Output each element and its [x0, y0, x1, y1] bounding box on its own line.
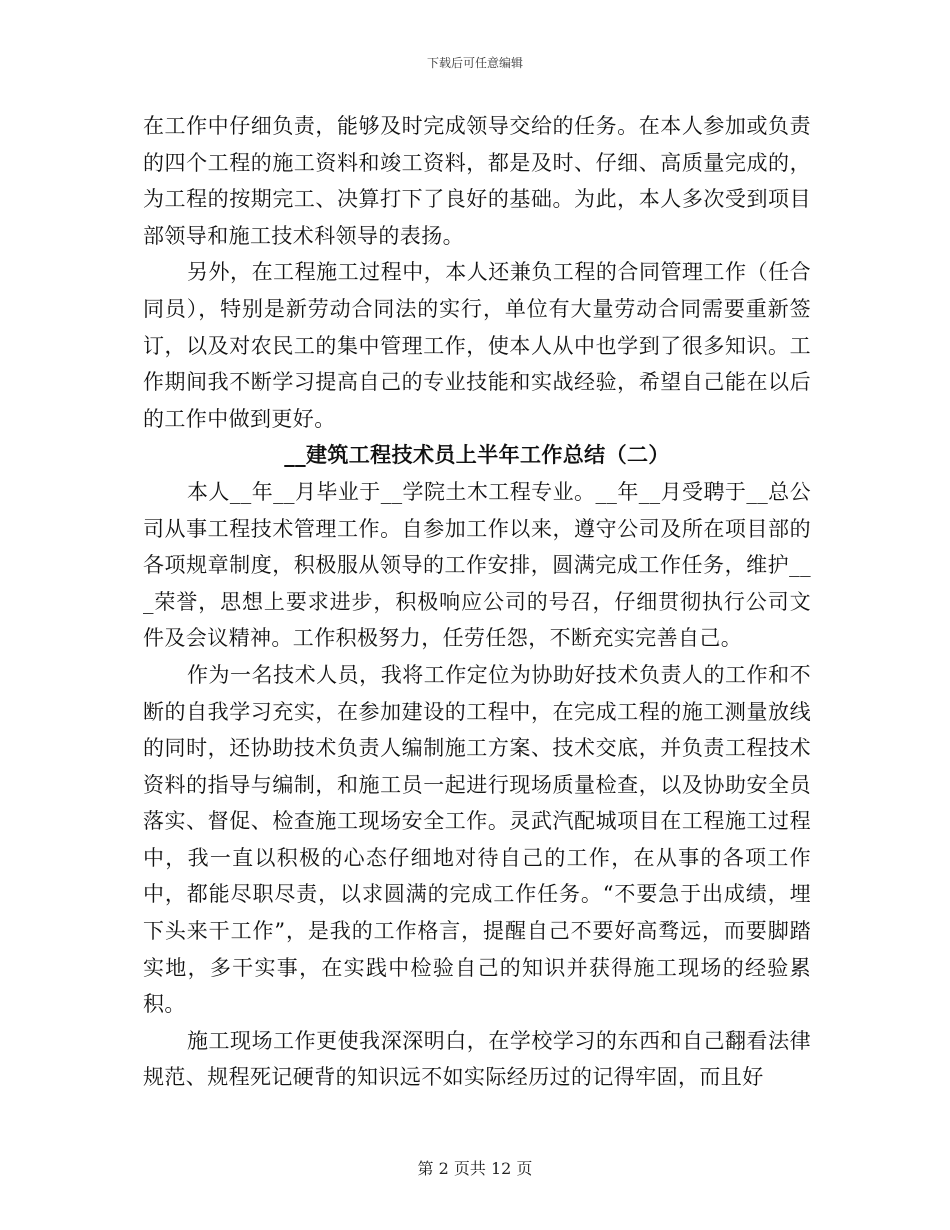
section-title: __建筑工程技术员上半年工作总结（二） [284, 443, 670, 468]
paragraph-5: 施工现场工作更使我深深明白，在学校学习的东西和自己翻看法律规范、规程死记硬背的知识远不如实际经历过的记得牢固，而且好 [143, 1028, 811, 1090]
paragraph-1: 在工作中仔细负责，能够及时完成领导交给的任务。在本人参加或负责的四个工程的施工资料和竣工资料，都是及时、仔细、高质量完成的，为工程的按期完工、决算打下了良好的基础。为此，本人多次受到项目部领导和施工技术科领导的表扬。 [143, 114, 811, 248]
paragraph-2: 另外，在工程施工过程中，本人还兼负工程的合同管理工作（任合同员），特别是新劳动合同法的实行，单位有大量劳动合同需要重新签订，以及对农民工的集中管理工作，使本人从中也学到了很多知识。工作期间我不断学习提高自己的专业技能和实战经验，希望自己能在以后的工作中做到更好。 [143, 260, 811, 431]
document-body [143, 108, 811, 1096]
page-header: 下载后可任意编辑 [426, 56, 523, 70]
paragraph-4: 作为一名技术人员，我将工作定位为协助好技术负责人的工作和不断的自我学习充实，在参加建设的工程中，在完成工程的施工测量放线的同时，还协助技术负责人编制施工方案、技术交底，并负责工程技术资料的指导与编制，和施工员一起进行现场质量检查，以及协助安全员落实、督促、检查施工现场安全工作。灵武汽配城项目在工程施工过程中，我一直以积极的心态仔细地对待自己的工作，在从事的各项工作中，都能尽职尽责，以求圆满的完成工作任务。“不要急于出成绩，埋下头来干工作”，是我的工作格言，提醒自己不要好高骛远，而要脚踏实地，多干实事，在实践中检验自己的知识并获得施工现场的经验累积。 [143, 662, 811, 1017]
paragraph-3: 本人__年__月毕业于__学院土木工程专业。__年__月受聘于__总公司从事工程技术管理工作。自参加工作以来，遵守公司及所在项目部的各项规章制度，积极服从领导的工作安排，圆满完成工作任务，维护___荣誉，思想上要求进步，积极响应公司的号召，仔细贯彻执行公司文件及会议精神。工作积极努力，任劳任怨，不断充实完善自己。 [143, 479, 811, 651]
page-footer: 第 2 页共 12 页 [417, 1159, 533, 1178]
